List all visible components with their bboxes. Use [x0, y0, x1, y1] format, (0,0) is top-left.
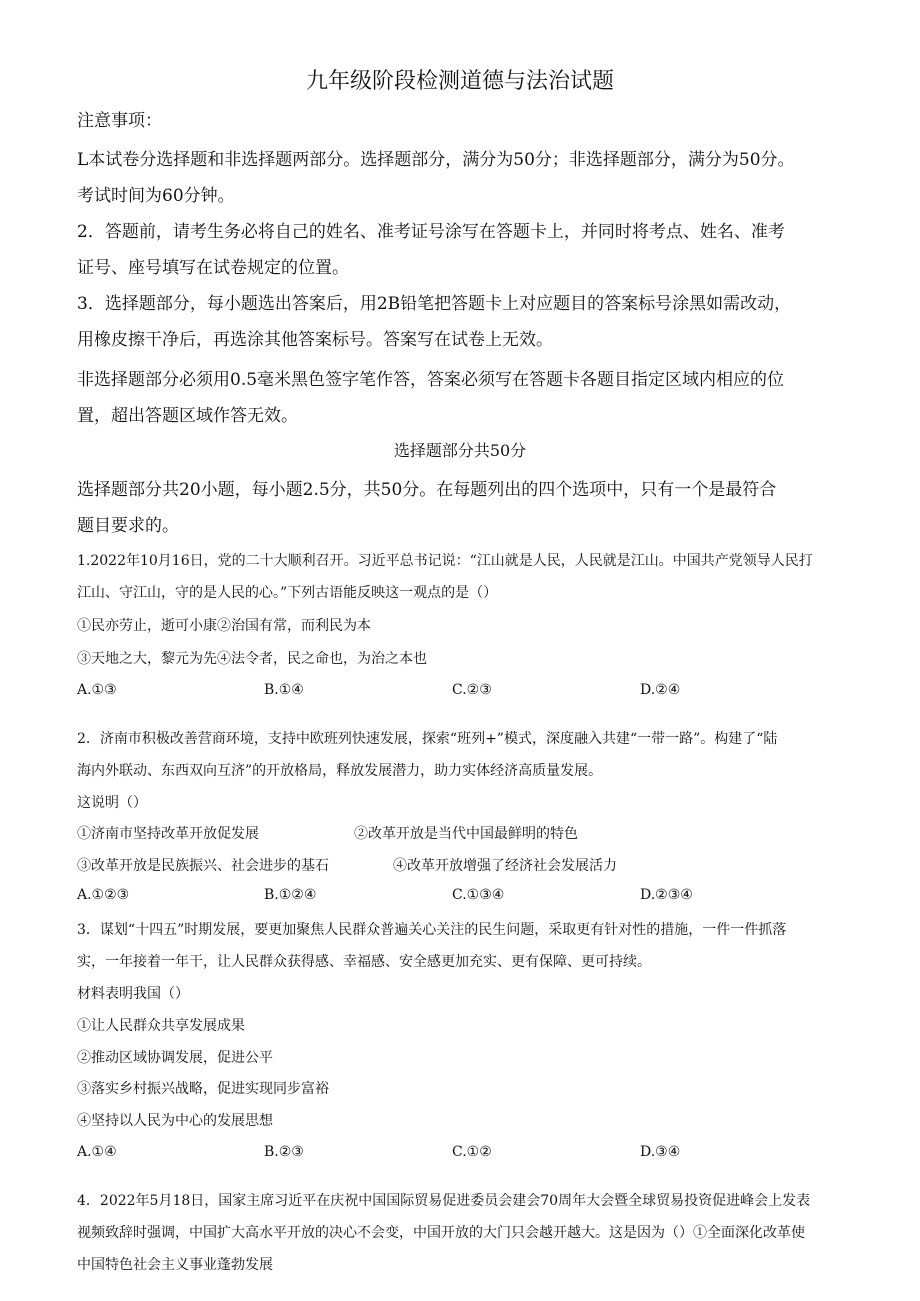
question-1-stem: 1.2022年10月16日，党的二十大顺利召开。习近平总书记说：“江山就是人民，人民就是江山。中国共产党领导人民打: [77, 553, 813, 569]
question-1-option-d: D.②④: [640, 682, 681, 698]
question-3-option-b: B.②③: [264, 1144, 304, 1160]
question-2-item: ④改革开放增强了经济社会发展活力: [393, 858, 617, 874]
question-3-option-a: A.①④: [77, 1144, 117, 1160]
notice-line: 非选择题部分必须用0.5毫米黑色签字笔作答，答案必须写在答题卡各题目指定区域内相应的位: [77, 370, 785, 390]
section-title: 选择题部分共50分: [393, 441, 527, 460]
question-3-item: ④坚持以人民为中心的发展思想: [77, 1113, 273, 1129]
question-2-option-d: D.②③④: [640, 887, 693, 903]
question-1-item: ③天地之大，黎元为先④法令者，民之命也，为治之本也: [77, 651, 427, 667]
question-2-item: ②改革开放是当代中国最鲜明的特色: [354, 826, 578, 842]
question-3-item: ②推动区域协调发展，促进公平: [77, 1050, 273, 1066]
question-4-stem: 视频致辞时强调，中国扩大高水平开放的决心不会变，中国开放的大门只会越开越大。这是因为（）①全面深化改革使: [77, 1225, 805, 1241]
question-2-option-a: A.①②③: [77, 887, 130, 903]
notice-line: 考试时间为60分钟。: [77, 186, 235, 206]
question-2-option-b: B.①②④: [264, 887, 317, 903]
notice-line: 用橡皮擦干净后，再选涂其他答案标号。答案写在试卷上无效。: [77, 330, 553, 350]
question-4-stem: 中国特色社会主义事业蓬勃发展: [77, 1257, 273, 1273]
notice-line: 2．答题前，请考生务必将自己的姓名、准考证号涂写在答题卡上，并同时将考点、姓名、准考: [77, 222, 785, 242]
question-2-stem: 海内外联动、东西双向互济”的开放格局，释放发展潜力，助力实体经济高质量发展。: [77, 763, 603, 779]
section-intro: 题目要求的。: [77, 516, 179, 536]
question-4-stem: 4．2022年5月18日，国家主席习近平在庆祝中国国际贸易促进委员会建会70周年大会暨全球贸易投资促进峰会上发表: [77, 1193, 811, 1209]
question-1-option-a: A.①③: [77, 682, 117, 698]
question-3-stem: 材料表明我国（）: [77, 986, 189, 1002]
question-3-item: ①让人民群众共享发展成果: [77, 1018, 245, 1034]
question-3-stem: 3．谋划“十四五”时期发展，要更加聚焦人民群众普遍关心关注的民生问题，采取更有针对性的措施，一件一件抓落: [77, 922, 787, 938]
question-2-option-c: C.①③④: [452, 887, 505, 903]
notice-line: 置，超出答题区域作答无效。: [77, 406, 298, 426]
question-2-stem: 这说明（）: [77, 795, 147, 811]
question-3-option-c: C.①②: [452, 1144, 492, 1160]
question-1-option-c: C.②③: [452, 682, 492, 698]
question-3-item: ③落实乡村振兴战略，促进实现同步富裕: [77, 1081, 329, 1097]
question-2-stem: 2．济南市积极改善营商环境，支持中欧班列快速发展，探索“班列+”模式，深度融入共建“一带一路”。构建了“陆: [77, 731, 778, 747]
question-3-stem: 实，一年接着一年干，让人民群众获得感、幸福感、安全感更加充实、更有保障、更可持续。: [77, 954, 651, 970]
question-2-item: ①济南市坚持改革开放促发展: [77, 826, 259, 842]
page-title: 九年级阶段检测道德与法治试题: [305, 69, 614, 94]
notice-line: L本试卷分选择题和非选择题两部分。选择题部分，满分为50分；非选择题部分，满分为50分。: [77, 150, 795, 170]
question-1-option-b: B.①④: [264, 682, 304, 698]
question-1-stem: 江山、守江山，守的是人民的心。”下列古语能反映这一观点的是（）: [77, 585, 498, 601]
question-1-item: ①民亦劳止，逝可小康②治国有常，而利民为本: [77, 618, 371, 634]
notice-heading: 注意事项：: [77, 111, 162, 131]
question-2-item: ③改革开放是民族振兴、社会进步的基石: [77, 858, 329, 874]
section-intro: 选择题部分共20小题，每小题2.5分，共50分。在每题列出的四个选项中，只有一个是最符合: [77, 480, 777, 500]
notice-line: 证号、座号填写在试卷规定的位置。: [77, 258, 349, 278]
notice-line: 3．选择题部分，每小题选出答案后，用2B铅笔把答题卡上对应题目的答案标号涂黑如需改动，: [77, 294, 792, 314]
question-3-option-d: D.③④: [640, 1144, 681, 1160]
